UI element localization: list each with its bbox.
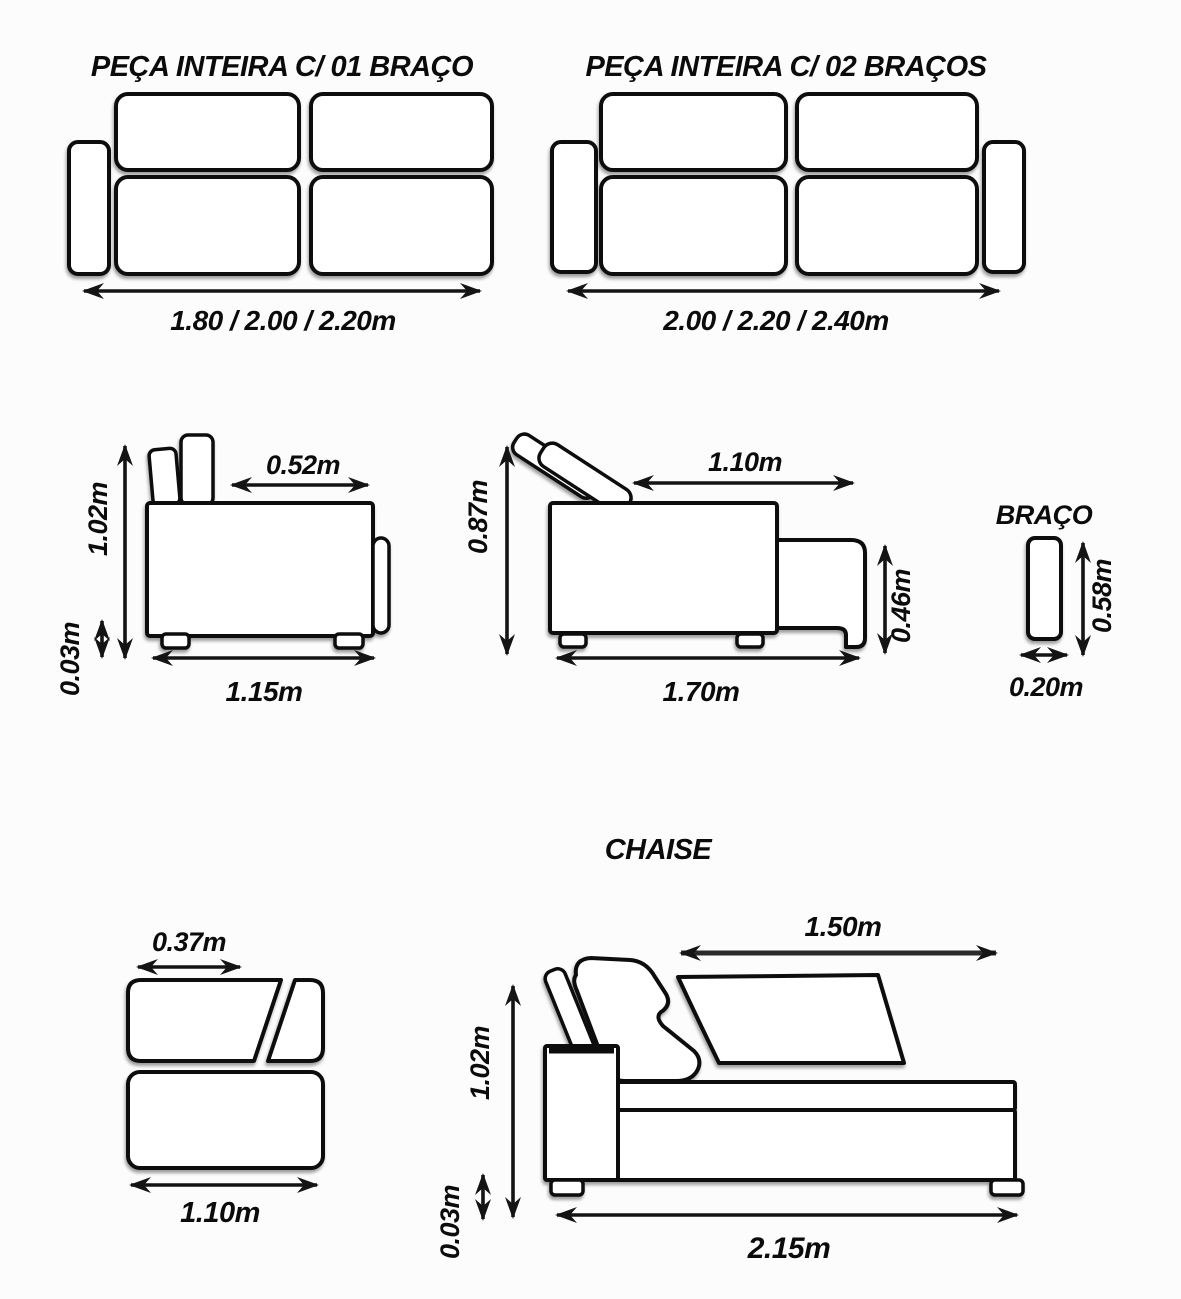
side-open-foot-right — [737, 634, 763, 647]
arm-piece-width-label: 0.20m — [1008, 672, 1084, 702]
arm-piece-diagram — [1028, 538, 1061, 639]
sofa-two-arms-back-cushion-left — [601, 94, 786, 170]
sofa-one-arm-seat-cushion-left — [116, 177, 299, 274]
sofa-two-arms-left-armrest — [552, 142, 596, 272]
sofa-two-arms-width-label: 2.00 / 2.20 / 2.40m — [663, 305, 889, 336]
chaise-total-length-label: 2.15m — [747, 1232, 831, 1265]
sofa-one-arm-topview — [69, 94, 492, 274]
chaise-title: CHAISE — [604, 834, 712, 866]
sofa-two-arms-title: PEÇA INTEIRA C/ 02 BRAÇOS — [585, 51, 987, 83]
side-open-extended-footrest — [777, 540, 865, 647]
side-closed-foot-right — [335, 634, 363, 648]
arm-piece-shape — [1028, 538, 1061, 639]
sofa-one-arm-left-armrest — [69, 142, 109, 274]
arm-piece-title: BRAÇO — [995, 500, 1093, 530]
corner-module-topview — [128, 980, 323, 1168]
corner-module-back-depth-label: 0.37m — [151, 927, 227, 957]
side-closed-height-label: 1.02m — [83, 481, 113, 557]
sofa-one-arm-seat-cushion-right — [311, 177, 492, 274]
side-open-foot-left — [560, 634, 586, 647]
chaise-height-label: 1.02m — [465, 1025, 495, 1101]
sofa-two-arms-topview — [552, 94, 1024, 274]
side-closed-back-pillow-small — [149, 448, 181, 506]
arm-piece-height-label: 0.58m — [1087, 558, 1117, 634]
sofa-two-arms-seat-cushion-left — [601, 177, 786, 274]
side-view-open — [509, 431, 865, 647]
sofa-two-arms-seat-cushion-right — [797, 177, 977, 274]
corner-module-back-cushion — [128, 980, 281, 1061]
side-closed-back-pillow-large — [181, 435, 213, 505]
chaise-side-view — [543, 958, 1023, 1195]
side-open-body — [550, 503, 777, 633]
chaise-foot-left — [551, 1180, 583, 1195]
chaise-seat-platform — [612, 1082, 1015, 1110]
corner-module-width-label: 1.10m — [180, 1197, 260, 1229]
side-closed-body — [147, 503, 373, 636]
side-closed-front-tab — [373, 538, 389, 633]
sofa-two-arms-back-cushion-right — [797, 94, 977, 170]
side-open-depth-label: 1.70m — [662, 676, 740, 707]
chaise-foot-right — [991, 1180, 1023, 1195]
chaise-seat-mattress — [678, 975, 904, 1063]
side-open-height-label: 0.87m — [463, 479, 493, 555]
side-open-footrest-height-label: 0.46m — [886, 568, 916, 644]
side-closed-foot-height-label: 0.03m — [55, 621, 85, 697]
side-closed-depth-label: 1.15m — [225, 676, 303, 707]
chaise-foot-height-label: 0.03m — [435, 1184, 465, 1260]
chaise-armrest-block — [545, 1046, 618, 1180]
sofa-one-arm-back-cushion-right — [311, 94, 492, 170]
corner-module-seat-cushion — [128, 1072, 323, 1168]
sofa-one-arm-back-cushion-left — [116, 94, 299, 170]
side-open-extension-label: 1.10m — [707, 447, 783, 477]
side-closed-seat-depth-label: 0.52m — [265, 450, 341, 480]
chaise-base — [612, 1110, 1015, 1180]
sofa-two-arms-right-armrest — [984, 142, 1024, 272]
chaise-seat-length-label: 1.50m — [804, 911, 882, 942]
side-closed-foot-left — [162, 634, 189, 648]
sofa-one-arm-title: PEÇA INTEIRA C/ 01 BRAÇO — [90, 51, 474, 83]
sofa-one-arm-width-label: 1.80 / 2.00 / 2.20m — [170, 305, 396, 336]
